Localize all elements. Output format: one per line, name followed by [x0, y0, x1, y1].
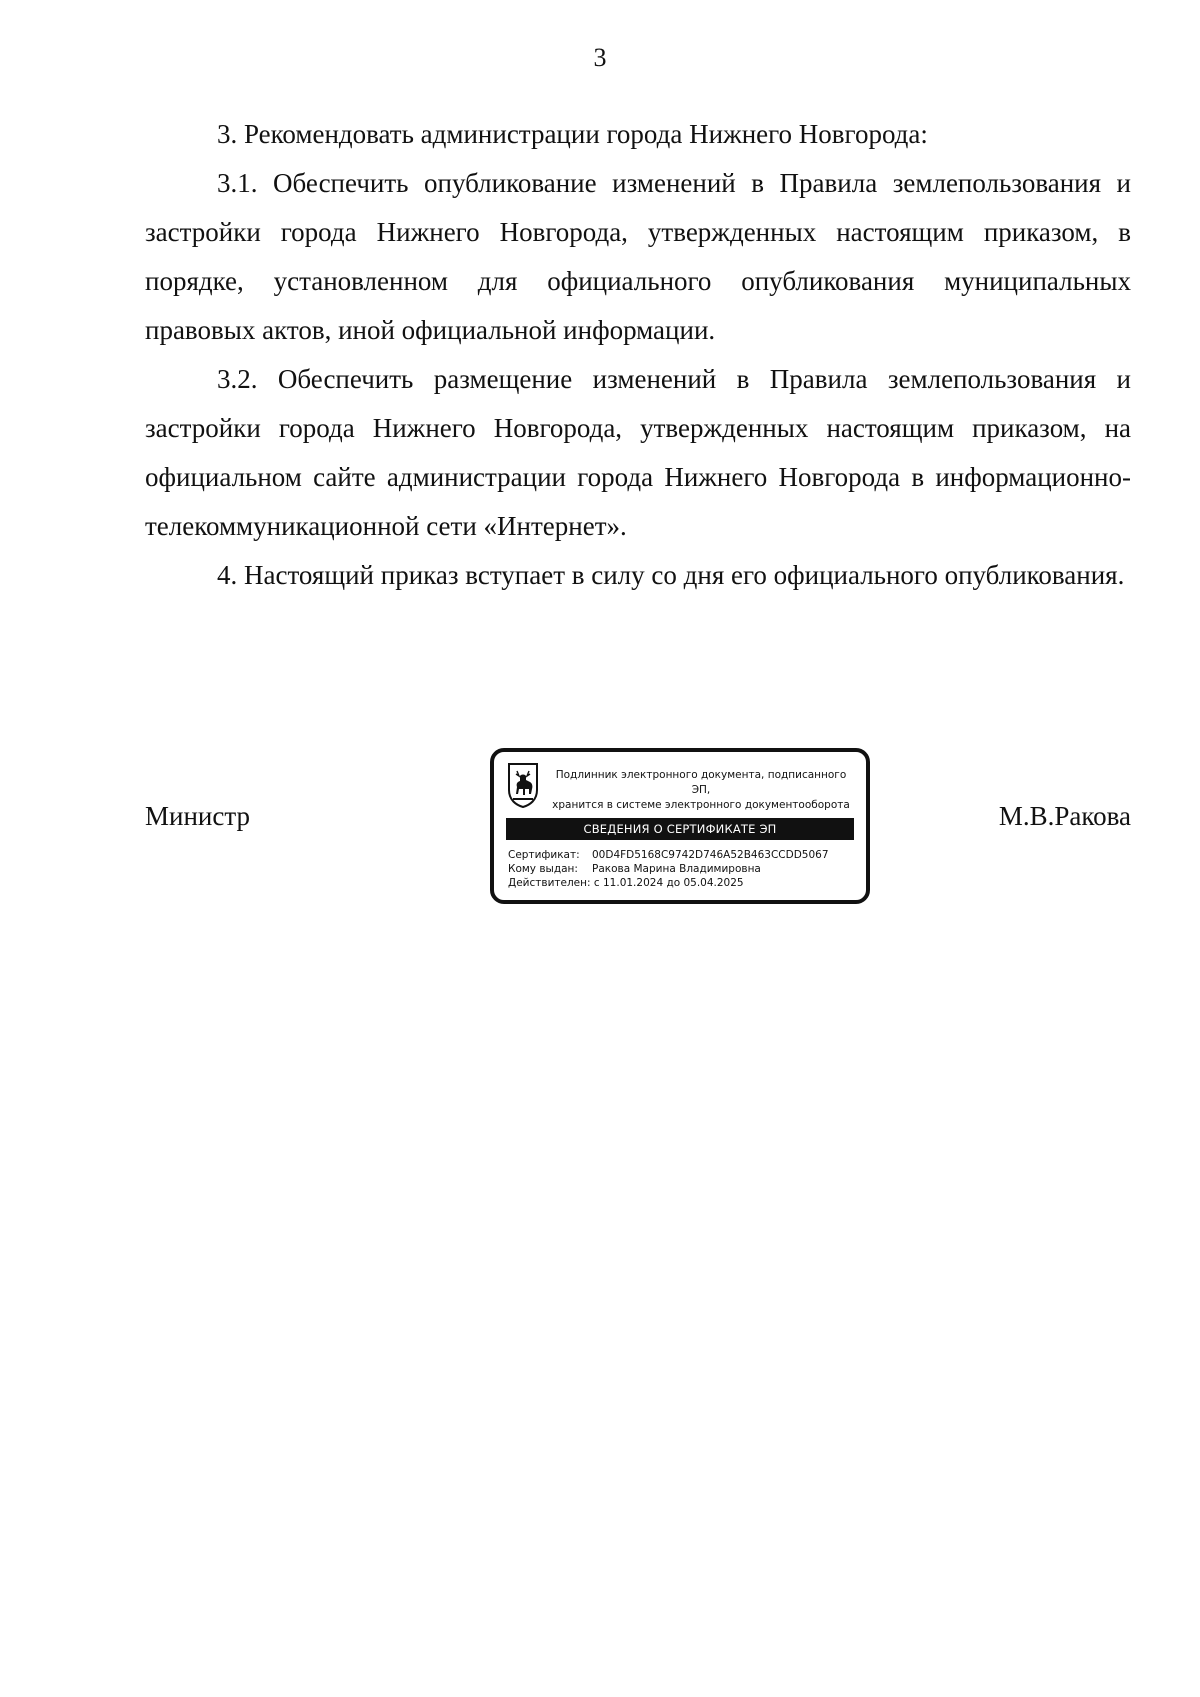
- document-body: [145, 110, 1131, 600]
- issued-to-label: Кому выдан:: [508, 863, 578, 875]
- valid-value: с 11.01.2024 до 05.04.2025: [593, 877, 744, 889]
- paragraph-3-2: 3.2. Обеспечить размещение изменений в Правила землепользования и застройки города Нижнего Новгорода, утвержденных настоящим приказом, на официальном сайте администрации города Нижнего Новгорода в информационно-телекоммуникационной сети «Интернет».: [145, 364, 1131, 541]
- paragraph-3-1: 3.1. Обеспечить опубликование изменений в Правила землепользования и застройки города Нижнего Новгорода, утвержденных настоящим приказом, в порядке, установленном для официального опубликования муниципальных правовых актов, иной официальной информации.: [145, 168, 1131, 345]
- stamp-certificate-details: [508, 848, 856, 890]
- paragraph-3: 3. Рекомендовать администрации города Нижнего Новгорода:: [217, 119, 928, 149]
- signature-block: [145, 748, 1131, 918]
- electronic-signature-stamp: [490, 748, 870, 904]
- deer-emblem-icon: [506, 762, 540, 808]
- certificate-label: Сертификат:: [508, 849, 580, 861]
- stamp-row-issued-to: [508, 862, 856, 876]
- stamp-row-certificate: [508, 848, 856, 862]
- stamp-row-valid: [508, 876, 856, 890]
- signer-title: Министр: [145, 801, 250, 831]
- stamp-notice: [546, 768, 856, 813]
- stamp-certificate-header: СВЕДЕНИЯ О СЕРТИФИКАТЕ ЭП: [506, 818, 854, 840]
- stamp-header: [506, 762, 856, 812]
- stamp-notice-line-2: хранится в системе электронного документооборота: [552, 799, 850, 811]
- paragraph-4: 4. Настоящий приказ вступает в силу со дня его официального опубликования.: [217, 560, 1125, 590]
- page-number: 3: [593, 43, 607, 72]
- issued-to-value: Ракова Марина Владимировна: [592, 863, 761, 875]
- certificate-value: 00D4FD5168C9742D746A52B463CCDD5067: [592, 849, 829, 861]
- signer-name: М.В.Ракова: [998, 801, 1131, 831]
- stamp-notice-line-1: Подлинник электронного документа, подписанного ЭП,: [555, 769, 847, 796]
- valid-label: Действителен:: [508, 877, 591, 889]
